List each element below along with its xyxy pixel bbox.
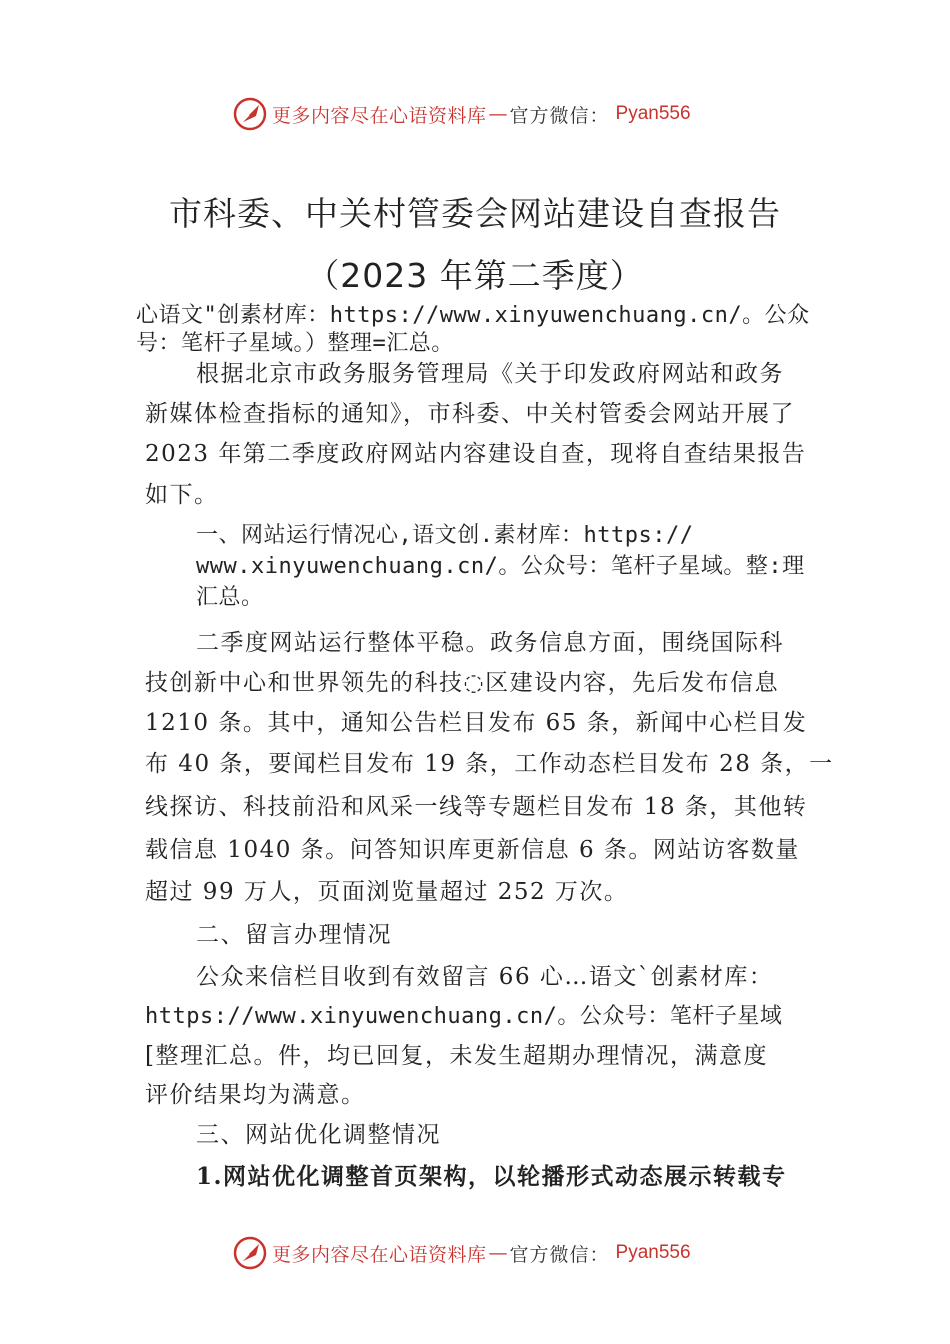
- text-line: 超过 99 万人，页面浏览量超过 252 万次。: [145, 879, 629, 905]
- text-line: 一、网站运行情况心,语文创.素材库：https://: [196, 523, 694, 548]
- text-line: 根据北京市政务服务管理局《关于印发政府网站和政务: [196, 361, 784, 387]
- subsection-heading: 1.网站优化调整首页架构，以轮播形式动态展示转载专: [196, 1163, 787, 1190]
- banner-wechat-id: Pyan556: [615, 103, 691, 124]
- text-line: 公众来信栏目收到有效留言 66 心…语文`创素材库：: [196, 964, 774, 990]
- document-subtitle: （2023 年第二季度）: [306, 256, 644, 295]
- banner-text: 更多内容尽在心语资料库: [272, 104, 487, 127]
- text-line: 载信息 1040 条。问答知识库更新信息 6 条。网站访客数量: [145, 837, 800, 863]
- banner-label: 官方微信：: [509, 104, 610, 127]
- header-watermark-banner: [232, 94, 752, 134]
- text-line: www.xinyuwenchuang.cn/。公众号：笔杆子星域。整:理: [196, 554, 805, 579]
- text-line: https://www.xinyuwenchuang.cn/。公众号：笔杆子星域: [145, 1004, 783, 1029]
- banner-dash: —: [488, 1242, 508, 1264]
- section-heading: 三、网站优化调整情况: [196, 1122, 441, 1148]
- quill-logo-icon: [232, 1235, 268, 1271]
- section-heading: 二、留言办理情况: [196, 922, 392, 948]
- document-title: 市科委、中关村管委会网站建设自查报告: [169, 194, 781, 233]
- banner-label: 官方微信：: [509, 1243, 610, 1266]
- text-line: 技创新中心和世界领先的科技◌区建设内容，先后发布信息: [145, 670, 780, 696]
- text-line: 评价结果均为满意。: [145, 1082, 366, 1108]
- text-line: 心语文"创素材库：https://www.xinyuwenchuang.cn/。公众: [136, 303, 810, 328]
- text-line: 二季度网站运行整体平稳。政务信息方面，围绕国际科: [196, 630, 784, 656]
- text-line: 号：笔杆子星域。）整理=汇总。: [136, 331, 454, 356]
- banner-wechat-id: Pyan556: [615, 1242, 691, 1263]
- text-line: [整理汇总。件，均已回复，未发生超期办理情况，满意度: [145, 1043, 768, 1069]
- text-line: 新媒体检查指标的通知》，市科委、中关村管委会网站开展了: [145, 401, 795, 427]
- text-line: 如下。: [145, 482, 219, 508]
- text-line: 线探访、科技前沿和风采一线等专题栏目发布 18 条，其他转: [145, 794, 808, 820]
- text-line: 布 40 条，要闻栏目发布 19 条，工作动态栏目发布 28 条，一: [145, 751, 834, 777]
- banner-text: 更多内容尽在心语资料库: [272, 1243, 487, 1266]
- text-line: 2023 年第二季度政府网站内容建设自查，现将自查结果报告: [145, 441, 807, 467]
- text-line: 1210 条。其中，通知公告栏目发布 65 条，新闻中心栏目发: [145, 710, 808, 736]
- footer-watermark-banner: [232, 1233, 752, 1273]
- text-line: 汇总。: [196, 585, 264, 610]
- quill-logo-icon: [232, 96, 268, 132]
- banner-dash: —: [488, 103, 508, 125]
